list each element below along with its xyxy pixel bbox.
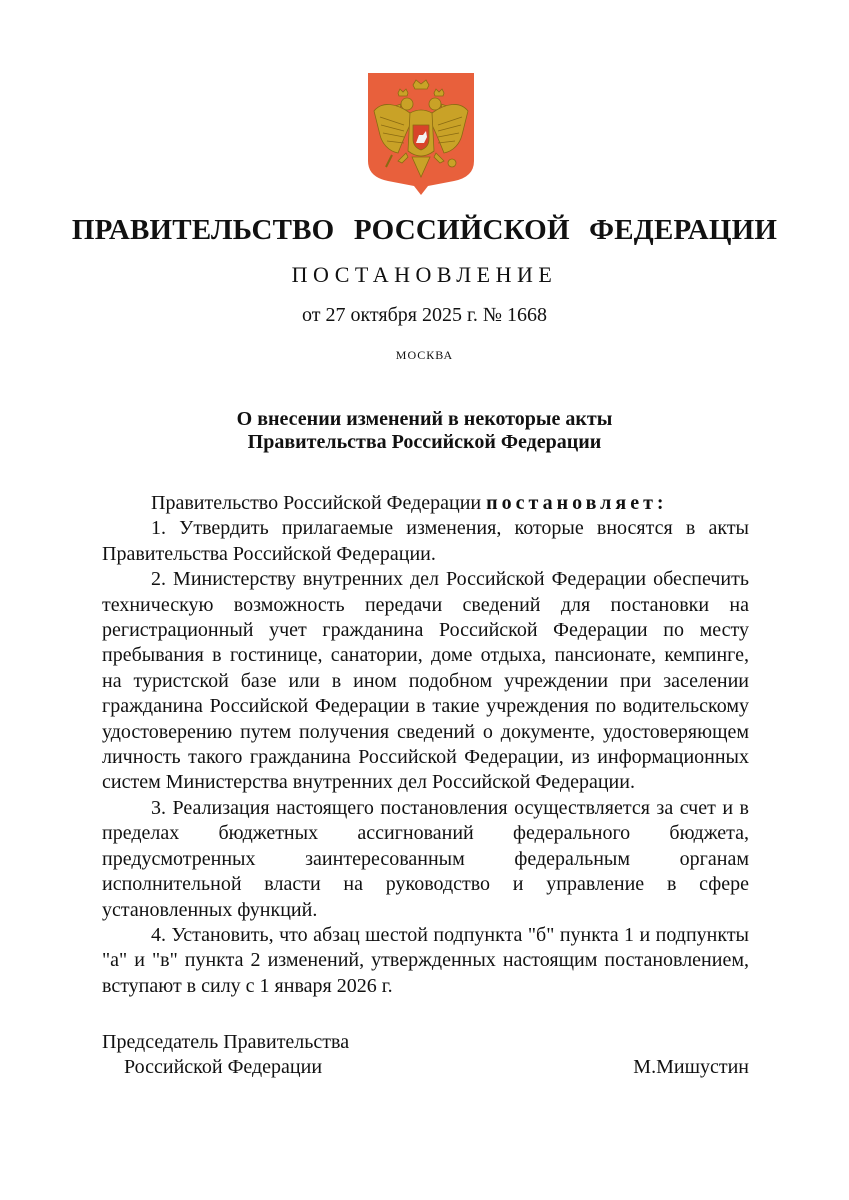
intro-prefix: Правительство Российской Федерации — [151, 492, 482, 514]
paragraph-2: 2. Министерству внутренних дел Российской Федерации обеспечить техническую возможность передачи сведений для постановки на регистрационный учет гражданина Российской Федерации по месту пребывания в гостинице, санатории, доме отдыха, пансионате, кемпинге, на туристской базе или в ином подобном учреждении при заселении гражданина Российской Федерации в такие учреждения по водительскому удостоверению путем получения сведений о документе, удостоверяющем личность такого гражданина Российской Федерации, из информационных систем Министерства внутренних дел Российской Федерации. — [102, 568, 749, 794]
document-body — [102, 491, 749, 999]
intro-paragraph — [102, 491, 749, 516]
government-title: ПРАВИТЕЛЬСТВО РОССИЙСКОЙ ФЕДЕРАЦИИ — [71, 214, 778, 246]
paragraph-1: 1. Утвердить прилагаемые изменения, которые вносятся в акты Правительства Российской Федерации. — [102, 517, 749, 565]
coat-of-arms-icon — [366, 73, 476, 195]
subject-line-2: Правительства Российской Федерации — [247, 431, 602, 453]
document-date-number: от 27 октября 2025 г. № 1668 — [301, 304, 547, 326]
signatory-title-line-1: Председатель Правительства — [102, 1031, 350, 1053]
signature-block — [102, 1030, 749, 1080]
document-city: МОСКВА — [395, 348, 454, 362]
document-type: ПОСТАНОВЛЕНИЕ — [291, 262, 558, 287]
subject-line-1: О внесении изменений в некоторые акты — [236, 408, 613, 430]
document-subject — [0, 408, 849, 454]
signatory-title-line-2: Российской Федерации — [124, 1056, 323, 1078]
signatory-name: М.Мишустин — [633, 1056, 749, 1078]
paragraph-3: 3. Реализация настоящего постановления осуществляется за счет и в пределах бюджетных ассигнований федерального бюджета, предусмотренных заинтересованным федеральным органам исполнительной власти на руководство и управление в сфере установленных функций. — [102, 796, 749, 921]
paragraph-4: 4. Установить, что абзац шестой подпункта "б" пункта 1 и подпункты "а" и "в" пункта 2 изменений, утвержденных настоящим постановлением, вступают в силу с 1 января 2026 г. — [102, 923, 749, 997]
intro-action: постановляет: — [486, 492, 668, 514]
